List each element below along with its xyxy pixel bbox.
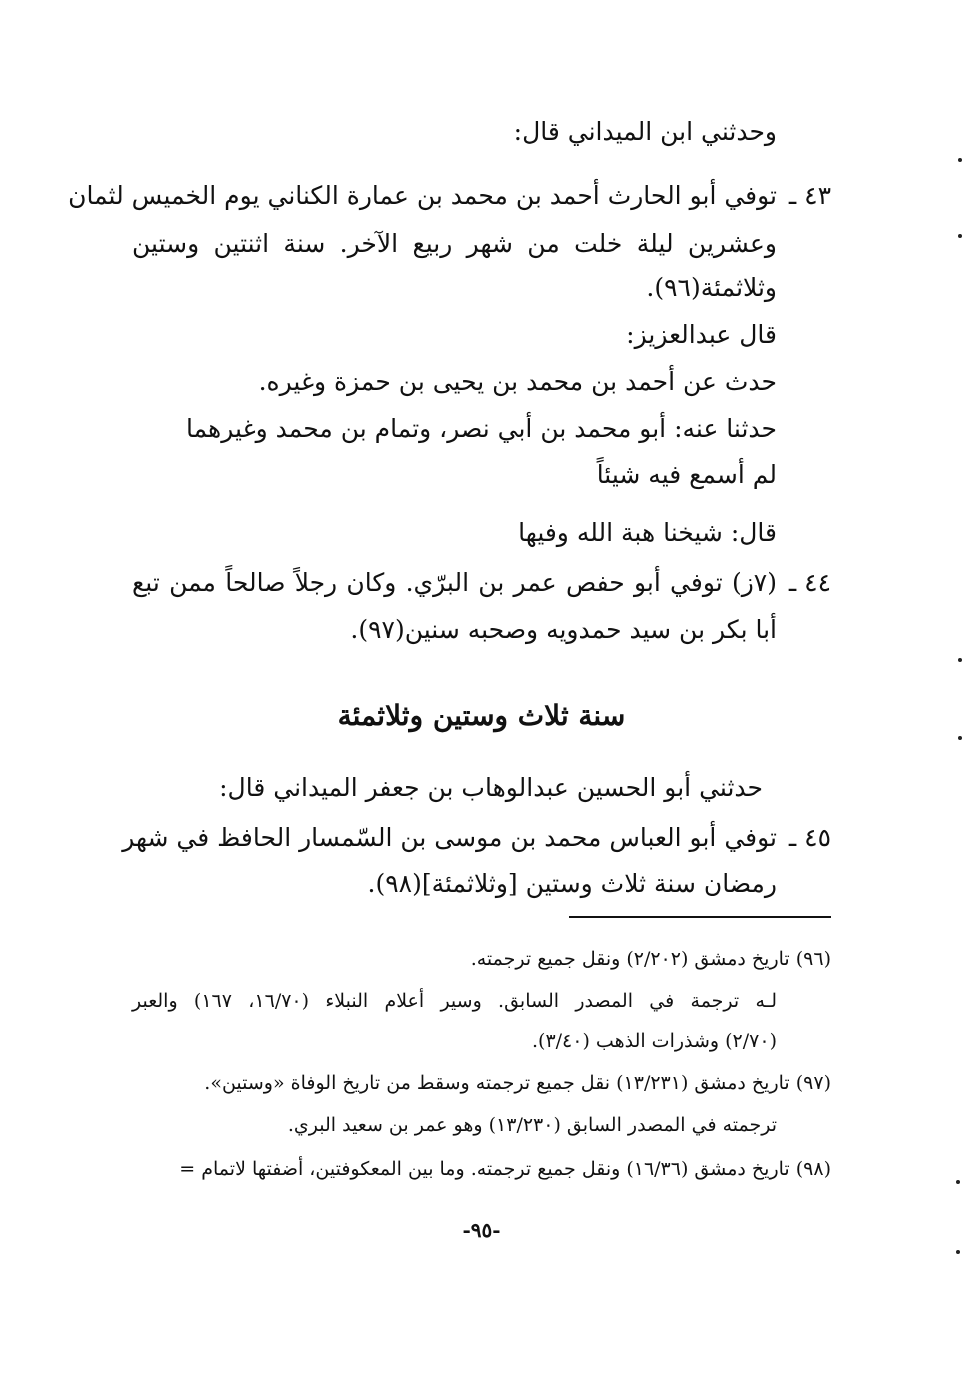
- intro-line-1: وحدثني ابن الميداني قال:: [513, 117, 777, 146]
- margin-mark: [958, 736, 962, 740]
- footnote-97: (٩٧) تاريخ دمشق (١٣/٢٣١) نقل جميع ترجمته وسقط من تاريخ الوفاة «وستين».: [204, 1072, 831, 1094]
- entry-45-line-1: توفي أبو العباس محمد بن موسى بن السّمسار الحافظ في شهر: [122, 823, 777, 852]
- entry-43-line-4: قال عبدالعزيز:: [626, 320, 777, 349]
- year-heading: سنة ثلاث وستين وثلاثمئة: [337, 699, 626, 732]
- margin-mark: [956, 1250, 960, 1254]
- footnote-98: (٩٨) تاريخ دمشق (١٦/٣٦) ونقل جميع ترجمته. وما بين المعكوفتين، أضفتها لاتمام =: [179, 1158, 831, 1180]
- entry-45-intro: حدثني أبو الحسين عبدالوهاب بن جعفر الميداني قال:: [219, 773, 763, 802]
- entry-44-line-2: أبا بكر بن سيد حمدويه وصحبه سنين(٩٧).: [350, 615, 777, 644]
- margin-mark: [958, 158, 962, 162]
- entry-44-intro: قال: شيخنا هبة الله وفيها: [518, 518, 777, 547]
- entry-43-line-7: لم أسمع فيه شيئاً: [596, 460, 777, 489]
- footnote-96: (٩٦) تاريخ دمشق (٢/٢٠٢) ونقل جميع ترجمته.: [470, 948, 831, 970]
- entry-number-43: ٤٣ ـ: [788, 181, 831, 210]
- entry-43-line-6: حدثنا عنه: أبو محمد بن أبي نصر، وتمام بن محمد وغيرهما: [185, 414, 777, 443]
- margin-mark: [958, 234, 962, 238]
- entry-43-line-5: حدث عن أحمد بن محمد بن يحيى بن حمزة وغيره.: [258, 367, 777, 396]
- page-number: -٩٥-: [462, 1218, 501, 1242]
- margin-mark: [958, 658, 962, 662]
- entry-45-line-2: رمضان سنة ثلاث وستين [وثلاثمئة](٩٨).: [367, 869, 777, 898]
- margin-mark: [956, 1180, 960, 1184]
- footnote-96-cont-1: لـه ترجمة في المصدر السابق. وسير أعلام النبلاء (١٦/٧٠، ١٦٧) والعبر: [132, 990, 778, 1012]
- entry-43-line-2: وعشرين ليلة خلت من شهر ربيع الآخر. سنة اثنتين وستين: [132, 229, 777, 258]
- entry-44-line-1: (٧ز) توفي أبو حفص عمر بن البرّي. وكان رجلاً صالحاً ممن تبع: [132, 568, 777, 597]
- footnote-96-cont-2: (٢/٧٠) وشذرات الذهب (٣/٤٠).: [531, 1030, 777, 1052]
- footnote-separator: [569, 916, 831, 918]
- entry-43-line-3: وثلاثمئة(٩٦).: [646, 273, 777, 302]
- entry-43-line-1: توفي أبو الحارث أحمد بن محمد بن عمارة الكناني يوم الخميس لثمان: [68, 181, 777, 210]
- entry-number-45: ٤٥ ـ: [788, 823, 831, 852]
- entry-number-44: ٤٤ ـ: [788, 568, 831, 597]
- footnote-97-cont: ترجمته في المصدر السابق (١٣/٢٣٠) وهو عمر بن سعيد البري.: [287, 1114, 777, 1136]
